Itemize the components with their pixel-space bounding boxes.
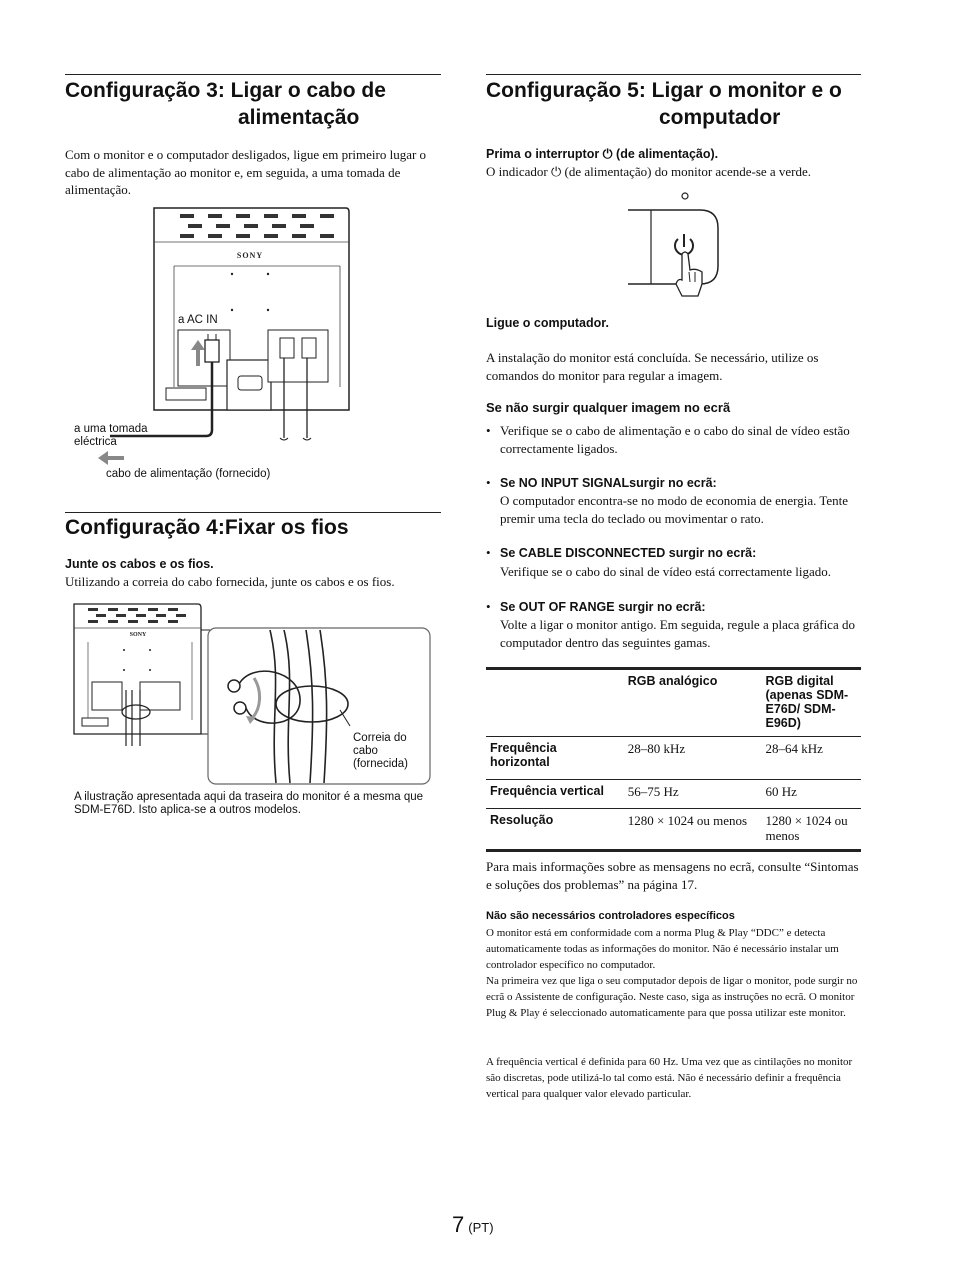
config5-step2-body: A instalação do monitor está concluída. Se necessário, utilize os comandos do monitor para regular a imagem. — [486, 350, 819, 383]
bullet2-title: Se NO INPUT SIGNALsurgir no ecrã: — [500, 476, 717, 490]
more-info-text: Para mais informações sobre as mensagens no ecrã, consulte “Sintomas e soluções dos problemas” na página 17. — [486, 859, 859, 892]
bullet3-title: Se CABLE DISCONNECTED surgir no ecrã: — [500, 546, 757, 560]
table-cell: 1280 × 1024 ou menos — [762, 809, 862, 850]
power-indicator-icon — [682, 193, 688, 199]
bullet-dot-3: • — [486, 545, 491, 560]
table-header-cell: RGB digital (apenas SDM-E76D/ SDM-E96D) — [765, 674, 849, 730]
signal-range-table — [486, 667, 861, 852]
config3-rule — [65, 74, 441, 75]
power-button-illustration — [624, 188, 724, 306]
table-cell: 28–64 kHz — [762, 737, 862, 780]
table-cell: Frequência vertical — [486, 780, 624, 809]
table-row — [486, 809, 861, 850]
table-cell: 56–75 Hz — [624, 780, 762, 809]
table-cell: 1280 × 1024 ou menos — [624, 809, 762, 850]
table-header-cell: RGB analógico — [627, 674, 718, 688]
config5-heading-line1: Configuração 5: Ligar o monitor e o — [486, 79, 842, 102]
config3-heading-line1: Configuração 3: Ligar o cabo de — [65, 79, 386, 102]
bullet-dot-1: • — [486, 423, 491, 438]
label-ac-in: a AC IN — [178, 314, 218, 326]
config5-step1: Prima o interruptor ⏻ (de alimentação). — [486, 147, 719, 161]
page-number: 7 — [452, 1212, 465, 1237]
table-cell: 60 Hz — [762, 780, 862, 809]
config4-rule — [65, 512, 441, 513]
sony-logo: SONY — [236, 251, 264, 260]
no-image-heading: Se não surgir qualquer imagem no ecrã — [486, 400, 731, 415]
config5-heading-line2: computador — [659, 106, 781, 129]
config5-heading — [486, 77, 876, 131]
config3-heading-line2: alimentação — [238, 106, 360, 129]
drivers-body-1: O monitor está em conformidade com a norma Plug & Play “DDC” e detecta automaticamente todas as informações do monitor. Não é necessário instalar um controlador específico no computador. — [486, 927, 839, 971]
config5-step1-body: O indicador ⏻ (de alimentação) do monitor acende-se a verde. — [486, 164, 812, 179]
table-header-cell — [486, 670, 624, 737]
bullet-dot-4: • — [486, 599, 491, 614]
page-lang: (PT) — [468, 1220, 494, 1235]
bullet2-body: O computador encontra-se no modo de economia de energia. Tente premir uma tecla do teclado ou movimentar o rato. — [500, 493, 849, 526]
config4-step: Junte os cabos e os fios. — [65, 557, 214, 571]
config4-body: Utilizando a correia do cabo fornecida, junte os cabos e os fios. — [65, 574, 395, 589]
bullet-dot-2: • — [486, 475, 491, 490]
table-cell: 28–80 kHz — [624, 737, 762, 780]
table-cell: Frequência horizontal — [486, 737, 624, 780]
label-outlet: a uma tomada eléctrica — [74, 423, 148, 448]
config3-heading — [65, 77, 445, 131]
table-header-row — [486, 670, 861, 737]
page-footer — [452, 1212, 494, 1238]
bullet4-title: Se OUT OF RANGE surgir no ecrã: — [500, 600, 706, 614]
config3-body: Com o monitor e o computador desligados, ligue em primeiro lugar o cabo de alimentação ao monitor e, em seguida, a uma tomada de alimentação. — [65, 147, 427, 197]
label-cable-strap: Correia do cabo (fornecida) — [353, 732, 408, 770]
bullet1-text: Verifique se o cabo de alimentação e o cabo do sinal de vídeo estão correctamente ligados. — [500, 423, 850, 456]
drivers-heading: Não são necessários controladores específicos — [486, 910, 735, 922]
svg-text:SONY: SONY — [129, 632, 147, 638]
table-row — [486, 780, 861, 809]
config5-step2: Ligue o computador. — [486, 316, 609, 330]
vertical-frequency-body: A frequência vertical é definida para 60 Hz. Uma vez que as cintilações no monitor são discretas, pode utilizá-lo tal como está. Não é necessário definir a frequência vertical para qualquer valor elevado particular. — [486, 1056, 853, 1100]
config4-note: A ilustração apresentada aqui da traseira do monitor é a mesma que SDM-E76D. Isto aplica-se a outros modelos. — [74, 791, 424, 816]
table-cell: Resolução — [486, 809, 624, 850]
drivers-body-2: Na primeira vez que liga o seu computador depois de ligar o monitor, pode surgir no ecrã o Assistente de configuração. Neste caso, siga as instruções no ecrã. O monitor Plug & Play é seleccionado automaticamente para que possa utilizar este monitor. — [486, 975, 858, 1019]
label-power-cable: cabo de alimentação (fornecido) — [106, 468, 271, 480]
table-row — [486, 737, 861, 780]
config4-heading: Configuração 4:Fixar os fios — [65, 516, 349, 539]
bullet3-body: Verifique se o cabo do sinal de vídeo está correctamente ligado. — [500, 564, 832, 579]
config5-rule — [486, 74, 861, 75]
bullet4-body: Volte a ligar o monitor antigo. Em seguida, regule a placa gráfica do computador dentro das seguintes gamas. — [500, 617, 855, 650]
